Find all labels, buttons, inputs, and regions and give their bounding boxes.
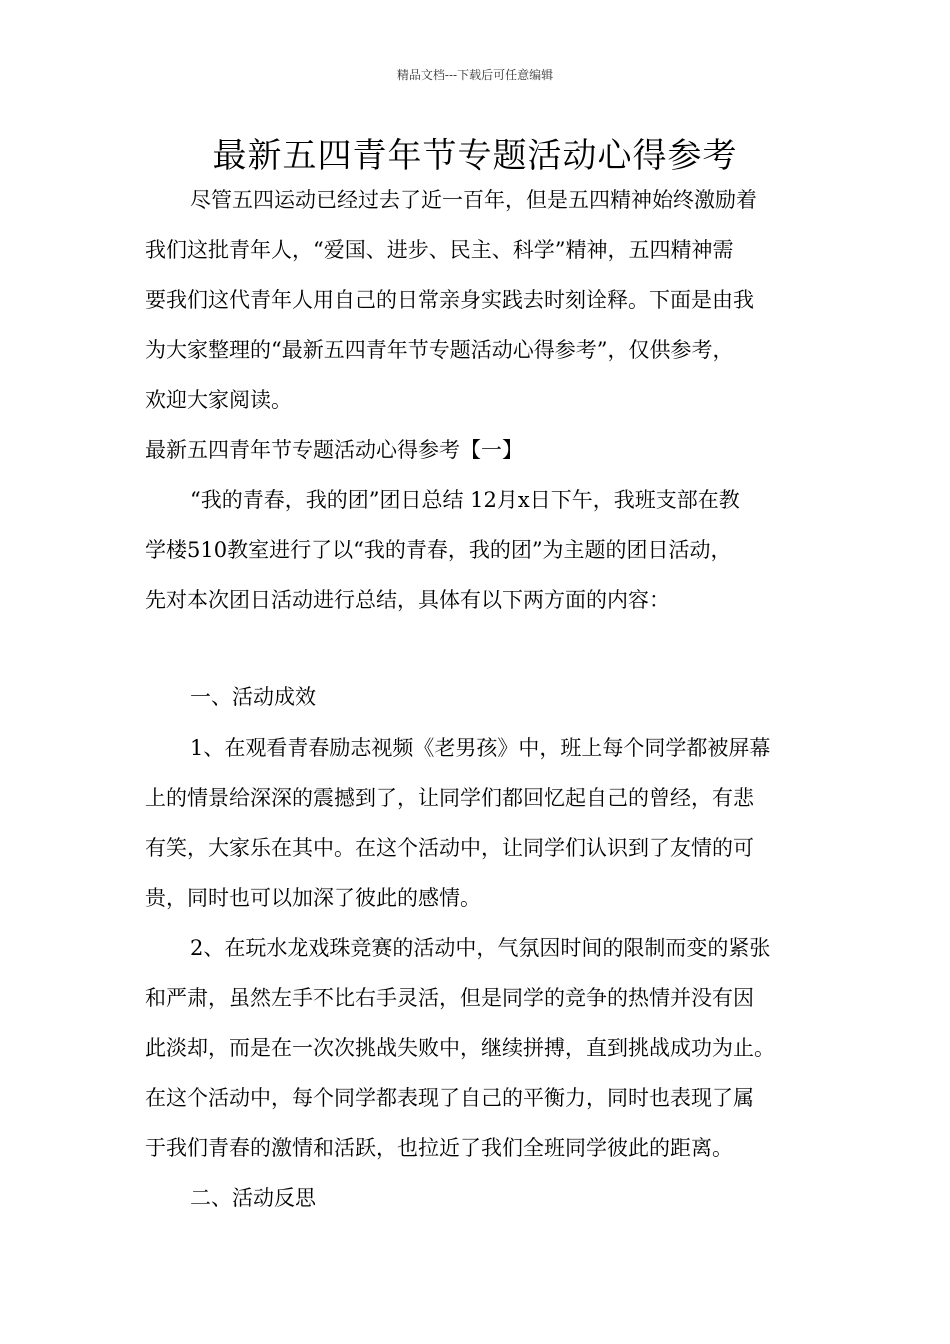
paragraph-line: 贵，同时也可以加深了彼此的感情。 [145, 886, 481, 910]
paragraph-line: 学楼510教室进行了以“我的青春，我的团”为主题的团日活动， [145, 538, 732, 562]
section-heading: 最新五四青年节专题活动心得参考【一】 [145, 438, 523, 462]
page-header: 精品文档---下载后可任意编辑 [396, 68, 554, 82]
paragraph-line: 1、在观看青春励志视频《老男孩》中，班上每个同学都被屏幕 [190, 736, 771, 760]
paragraph-line: 我们这批青年人，“爱国、进步、民主、科学”精神，五四精神需 [145, 238, 734, 262]
subsection-heading: 一、活动成效 [190, 685, 316, 709]
subsection-heading: 二、活动反思 [190, 1186, 316, 1210]
paragraph-line: 要我们这代青年人用自己的日常亲身实践去时刻诠释。下面是由我 [145, 288, 754, 312]
paragraph-line: 有笑，大家乐在其中。在这个活动中，让同学们认识到了友情的可 [145, 836, 754, 860]
paragraph-line: 和严肃，虽然左手不比右手灵活，但是同学的竞争的热情并没有因 [145, 986, 754, 1010]
paragraph-line: 在这个活动中，每个同学都表现了自己的平衡力，同时也表现了属 [145, 1086, 754, 1110]
paragraph-line: 为大家整理的“最新五四青年节专题活动心得参考”，仅供参考， [145, 338, 734, 362]
document-title: 最新五四青年节专题活动心得参考 [212, 136, 738, 176]
paragraph-line: “我的青春，我的团”团日总结 12月x日下午，我班支部在教 [190, 488, 740, 512]
paragraph-line: 2、在玩水龙戏珠竞赛的活动中，气氛因时间的限制而变的紧张 [190, 936, 771, 960]
paragraph-line: 此淡却，而是在一次次挑战失败中，继续拼搏，直到挑战成功为止。 [145, 1036, 775, 1060]
paragraph-line: 上的情景给深深的震撼到了，让同学们都回忆起自己的曾经，有悲 [145, 786, 754, 810]
paragraph-line: 于我们青春的激情和活跃，也拉近了我们全班同学彼此的距离。 [145, 1136, 733, 1160]
paragraph-line: 先对本次团日活动进行总结，具体有以下两方面的内容： [145, 588, 670, 612]
paragraph-line: 尽管五四运动已经过去了近一百年，但是五四精神始终激励着 [190, 188, 757, 212]
paragraph-line: 欢迎大家阅读。 [145, 388, 292, 412]
